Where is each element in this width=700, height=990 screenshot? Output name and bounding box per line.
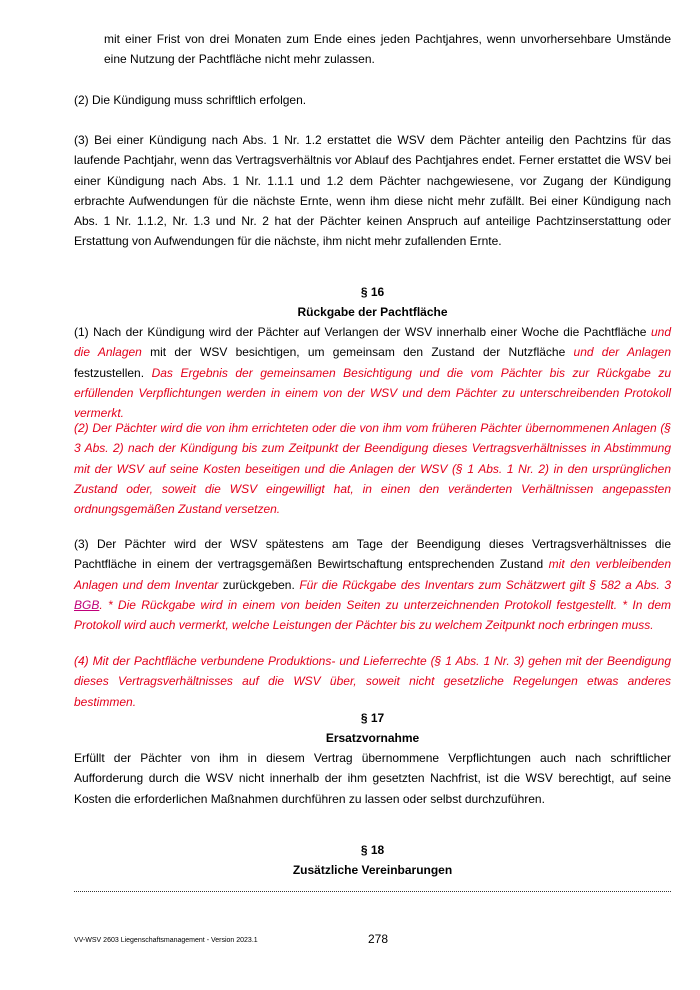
- section-16-number: § 16: [360, 285, 385, 299]
- section-16-title: Rückgabe der Pachtfläche: [297, 305, 448, 319]
- section-17-paragraph: Erfüllt der Pächter von ihm in diesem Vertrag übernommene Verpflichtungen auch nach schriftlicher Aufforderung durch die WSV nicht innerhalb der ihm gesetzten Nachfrist, ist die WSV berechtigt, auf seine Kosten die erforderlichen Maßnahmen durchführen zu lassen oder selbst durchzuführen.: [74, 751, 671, 806]
- added-text: und der Anlagen: [573, 345, 671, 360]
- text: mit der WSV besichtigen, um gemeinsam den Zustand der Nutzfläche: [150, 345, 566, 360]
- section-17-number: § 17: [360, 711, 385, 725]
- section-16-paragraph-1: [74, 322, 671, 423]
- text: (3) Der Pächter wird der WSV spätestens am Tage der Beendigung dieses Vertragsverhältnisses die Pachtfläche in einem der vertragsgemäßen Bewirtschaftung entsprechenden Zustand: [74, 537, 671, 572]
- text: zurückgeben.: [222, 577, 295, 592]
- section-16-paragraph-3: [74, 534, 671, 635]
- added-text: und die Anlagen: [74, 325, 671, 360]
- section-18-number: § 18: [360, 843, 385, 857]
- footer-version: VV-WSV 2603 Liegenschaftsmanagement - Version 2023.1: [74, 937, 258, 944]
- added-text: Für die Rückgabe des Inventars zum Schätzwert gilt § 582 a Abs. 3: [299, 577, 671, 592]
- text: (1) Nach der Kündigung wird der Pächter auf Verlangen der WSV innerhalb einer Woche die Pachtfläche: [74, 325, 647, 339]
- dotted-fill-line: [74, 889, 671, 892]
- section-18-title: Zusätzliche Vereinbarungen: [292, 863, 453, 877]
- added-text: . * Die Rückgabe wird in einem von beiden Seiten zu unterzeichnenden Protokoll festgestellt. * In dem Protokoll wird auch vermerkt, welche Leistungen der Pächter bis zu welchem Zeitpunkt noch erbringen muss.: [74, 597, 671, 633]
- section-17-title: Ersatzvornahme: [325, 731, 420, 745]
- added-text: Das Ergebnis der gemeinsamen Besichtigung und die vom Pächter bis zur Rückgabe zu erfüllenden Verpflichtungen werden in einem von der WSV und dem Pächter zu unterschreibenden Protokoll vermerkt.: [74, 365, 671, 421]
- paragraph-kuendigung-schriftlich: (2) Die Kündigung muss schriftlich erfolgen.: [74, 93, 307, 107]
- section-16-paragraph-2: (2) Der Pächter wird die von ihm errichteten oder die von ihm vom früheren Pächter übernommenen Anlagen (§ 3 Abs. 2) nach der Kündigung bis zum Zeitpunkt der Beendigung dieses Vertragsverhältnisses in Abstimmung mit der WSV auf seine Kosten beseitigen und die Anlagen der WSV (§ 1 Abs. 1 Nr. 2) in den ursprünglichen Zustand oder, soweit die WSV eingewilligt hat, in einen den veränderten Verhältnissen angepassten ordnungsgemäßen Zustand versetzen.: [74, 421, 671, 517]
- bgb-link[interactable]: BGB: [74, 597, 100, 612]
- text: festzustellen.: [74, 365, 145, 380]
- paragraph-frist: mit einer Frist von drei Monaten zum Ende eines jeden Pachtjahres, wenn unvorhersehbare Umstände eine Nutzung der Pachtfläche nicht mehr zulassen.: [104, 32, 671, 67]
- paragraph-erstattung: (3) Bei einer Kündigung nach Abs. 1 Nr. 1.2 erstattet die WSV dem Pächter anteilig den Pachtzins für das laufende Pachtjahr, wenn das Vertragsverhältnis vor Ablauf des Pachtjahres endet. Ferner erstattet die WSV bei einer Kündigung nach Abs. 1 Nr. 1.1.1 und 1.2 dem Pächter nachgewiesene, vor Zugang der Kündigung erbrachte Aufwendungen für die nächste Ernte, wenn ihm diese nicht mehr zufällt. Bei einer Kündigung nach Abs. 1 Nr. 1.1.2, Nr. 1.3 und Nr. 2 hat der Pächter keinen Anspruch auf anteilige Pachtzinserstattung oder Erstattung von Aufwendungen für die nächste, ihm nicht mehr zufallenden Ernte.: [74, 133, 671, 249]
- added-text: mit den verbleibenden Anlagen und dem Inventar: [74, 557, 671, 592]
- page-number: 278: [368, 932, 389, 946]
- section-16-paragraph-4: (4) Mit der Pachtfläche verbundene Produktions- und Lieferrechte (§ 1 Abs. 1 Nr. 3) gehen mit der Beendigung dieses Vertragsverhältnisses auf die WSV über, soweit nicht gesetzliche Regelungen etwas anderes bestimmen.: [74, 654, 671, 709]
